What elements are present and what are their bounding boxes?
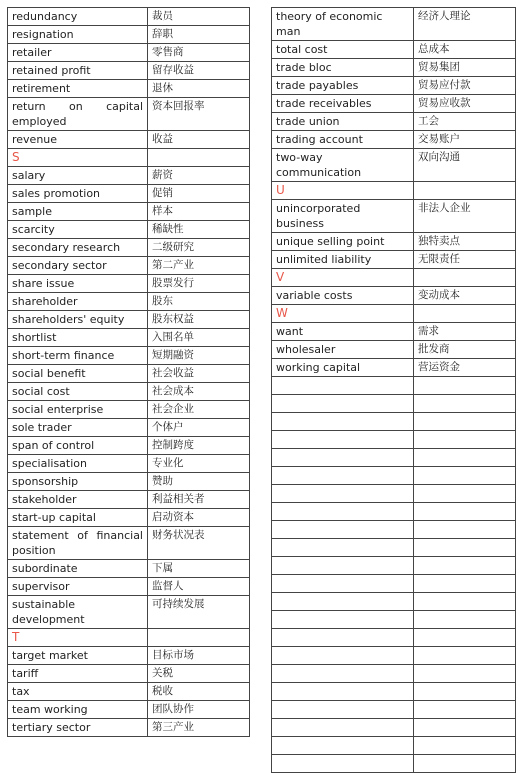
empty-cell — [414, 701, 516, 719]
section-letter: W — [272, 305, 414, 323]
glossary-row — [272, 233, 516, 251]
glossary-row — [272, 149, 516, 182]
empty-cell — [272, 467, 414, 485]
glossary-term: trade payables — [272, 77, 414, 95]
glossary-row — [8, 239, 250, 257]
glossary-translation: 变动成本 — [414, 287, 516, 305]
glossary-row — [8, 44, 250, 62]
glossary-term: secondary sector — [8, 257, 148, 275]
glossary-term: sole trader — [8, 419, 148, 437]
glossary-row — [8, 131, 250, 149]
glossary-translation: 贸易集团 — [414, 59, 516, 77]
empty-row — [272, 701, 516, 719]
section-letter-blank — [148, 629, 250, 647]
empty-cell — [272, 413, 414, 431]
glossary-translation: 税收 — [148, 683, 250, 701]
empty-row — [272, 665, 516, 683]
empty-cell — [414, 575, 516, 593]
glossary-translation: 工会 — [414, 113, 516, 131]
glossary-row — [8, 683, 250, 701]
glossary-row — [272, 287, 516, 305]
empty-row — [272, 449, 516, 467]
empty-cell — [414, 413, 516, 431]
glossary-term: secondary research — [8, 239, 148, 257]
glossary-translation: 社会收益 — [148, 365, 250, 383]
section-letter: U — [272, 182, 414, 200]
glossary-row — [8, 401, 250, 419]
glossary-term: stakeholder — [8, 491, 148, 509]
empty-cell — [414, 467, 516, 485]
empty-row — [272, 557, 516, 575]
glossary-term: salary — [8, 167, 148, 185]
empty-row — [272, 719, 516, 737]
glossary-row — [272, 113, 516, 131]
glossary-term: total cost — [272, 41, 414, 59]
glossary-row — [8, 347, 250, 365]
glossary-term: retailer — [8, 44, 148, 62]
glossary-row — [8, 455, 250, 473]
glossary-translation: 资本回报率 — [148, 98, 250, 131]
glossary-row — [272, 359, 516, 377]
glossary-translation: 赞助 — [148, 473, 250, 491]
empty-row — [272, 683, 516, 701]
glossary-translation: 专业化 — [148, 455, 250, 473]
glossary-row — [8, 560, 250, 578]
glossary-translation: 下属 — [148, 560, 250, 578]
glossary-translation: 无限责任 — [414, 251, 516, 269]
glossary-translation: 交易账户 — [414, 131, 516, 149]
glossary-row — [8, 311, 250, 329]
glossary-translation: 零售商 — [148, 44, 250, 62]
empty-row — [272, 629, 516, 647]
glossary-term: return on capital employed — [8, 98, 148, 131]
empty-cell — [414, 521, 516, 539]
glossary-term: unique selling point — [272, 233, 414, 251]
glossary-term: variable costs — [272, 287, 414, 305]
glossary-row — [8, 647, 250, 665]
glossary-translation: 关税 — [148, 665, 250, 683]
glossary-row — [8, 509, 250, 527]
glossary-translation: 可持续发展 — [148, 596, 250, 629]
glossary-translation: 留存收益 — [148, 62, 250, 80]
glossary-translation: 目标市场 — [148, 647, 250, 665]
glossary-translation: 退休 — [148, 80, 250, 98]
empty-cell — [414, 629, 516, 647]
glossary-term: resignation — [8, 26, 148, 44]
empty-cell — [272, 683, 414, 701]
glossary-row — [8, 167, 250, 185]
glossary-translation: 团队协作 — [148, 701, 250, 719]
glossary-translation: 需求 — [414, 323, 516, 341]
empty-cell — [272, 737, 414, 755]
glossary-translation: 第三产业 — [148, 719, 250, 737]
glossary-translation: 裁员 — [148, 8, 250, 26]
glossary-row — [8, 62, 250, 80]
empty-cell — [414, 647, 516, 665]
empty-cell — [414, 449, 516, 467]
glossary-row — [8, 596, 250, 629]
empty-cell — [414, 665, 516, 683]
empty-row — [272, 575, 516, 593]
empty-cell — [414, 485, 516, 503]
glossary-term: social enterprise — [8, 401, 148, 419]
glossary-row — [8, 701, 250, 719]
empty-row — [272, 611, 516, 629]
glossary-translation: 非法人企业 — [414, 200, 516, 233]
glossary-term: start-up capital — [8, 509, 148, 527]
empty-row — [272, 467, 516, 485]
empty-cell — [414, 737, 516, 755]
glossary-translation: 经济人理论 — [414, 8, 516, 41]
empty-cell — [272, 503, 414, 521]
empty-cell — [272, 395, 414, 413]
glossary-translation: 贸易应付款 — [414, 77, 516, 95]
glossary-term: trade union — [272, 113, 414, 131]
glossary-row — [8, 8, 250, 26]
empty-cell — [414, 503, 516, 521]
empty-cell — [272, 755, 414, 773]
empty-row — [272, 395, 516, 413]
empty-cell — [414, 755, 516, 773]
glossary-body-left — [8, 8, 250, 737]
section-letter-row — [272, 269, 516, 287]
glossary-translation: 社会企业 — [148, 401, 250, 419]
glossary-body-right — [272, 8, 516, 773]
glossary-term: shareholder — [8, 293, 148, 311]
glossary-row — [272, 59, 516, 77]
glossary-translation: 财务状况表 — [148, 527, 250, 560]
glossary-translation: 总成本 — [414, 41, 516, 59]
glossary-translation: 启动资本 — [148, 509, 250, 527]
empty-row — [272, 647, 516, 665]
glossary-translation: 收益 — [148, 131, 250, 149]
empty-cell — [414, 377, 516, 395]
glossary-term: scarcity — [8, 221, 148, 239]
glossary-term: statement of financial position — [8, 527, 148, 560]
glossary-row — [272, 341, 516, 359]
empty-cell — [272, 521, 414, 539]
empty-row — [272, 413, 516, 431]
glossary-term: revenue — [8, 131, 148, 149]
glossary-term: theory of economic man — [272, 8, 414, 41]
glossary-term: redundancy — [8, 8, 148, 26]
glossary-term: trading account — [272, 131, 414, 149]
glossary-term: wholesaler — [272, 341, 414, 359]
glossary-row — [8, 257, 250, 275]
glossary-row — [8, 221, 250, 239]
glossary-term: working capital — [272, 359, 414, 377]
empty-cell — [272, 539, 414, 557]
glossary-term: unincorporated business — [272, 200, 414, 233]
empty-row — [272, 503, 516, 521]
glossary-translation: 贸易应收款 — [414, 95, 516, 113]
glossary-term: share issue — [8, 275, 148, 293]
empty-cell — [272, 593, 414, 611]
glossary-row — [272, 200, 516, 233]
empty-cell — [272, 701, 414, 719]
glossary-term: two-way communication — [272, 149, 414, 182]
glossary-term: trade receivables — [272, 95, 414, 113]
empty-cell — [414, 593, 516, 611]
glossary-table-left — [7, 7, 250, 737]
glossary-term: team working — [8, 701, 148, 719]
empty-cell — [272, 377, 414, 395]
empty-row — [272, 755, 516, 773]
glossary-row — [8, 437, 250, 455]
glossary-row — [8, 203, 250, 221]
glossary-row — [8, 473, 250, 491]
empty-cell — [414, 719, 516, 737]
empty-row — [272, 593, 516, 611]
empty-cell — [272, 629, 414, 647]
glossary-translation: 股东 — [148, 293, 250, 311]
glossary-row — [272, 131, 516, 149]
empty-cell — [272, 431, 414, 449]
glossary-row — [272, 77, 516, 95]
glossary-term: social cost — [8, 383, 148, 401]
glossary-translation: 批发商 — [414, 341, 516, 359]
glossary-translation: 个体户 — [148, 419, 250, 437]
glossary-term: unlimited liability — [272, 251, 414, 269]
glossary-term: social benefit — [8, 365, 148, 383]
empty-cell — [414, 557, 516, 575]
glossary-term: sustainable development — [8, 596, 148, 629]
empty-row — [272, 521, 516, 539]
glossary-translation: 监督人 — [148, 578, 250, 596]
glossary-translation: 利益相关者 — [148, 491, 250, 509]
glossary-row — [8, 329, 250, 347]
glossary-row — [8, 98, 250, 131]
glossary-term: retirement — [8, 80, 148, 98]
glossary-term: shortlist — [8, 329, 148, 347]
glossary-row — [8, 491, 250, 509]
glossary-row — [8, 578, 250, 596]
glossary-term: trade bloc — [272, 59, 414, 77]
glossary-translation: 促销 — [148, 185, 250, 203]
glossary-translation: 二级研究 — [148, 239, 250, 257]
empty-cell — [272, 485, 414, 503]
glossary-row — [8, 80, 250, 98]
section-letter-row — [272, 305, 516, 323]
glossary-row — [272, 251, 516, 269]
section-letter: T — [8, 629, 148, 647]
section-letter: V — [272, 269, 414, 287]
glossary-translation: 控制跨度 — [148, 437, 250, 455]
glossary-translation: 独特卖点 — [414, 233, 516, 251]
glossary-row — [8, 527, 250, 560]
glossary-row — [8, 293, 250, 311]
section-letter-blank — [148, 149, 250, 167]
empty-row — [272, 539, 516, 557]
empty-cell — [272, 719, 414, 737]
glossary-translation: 薪资 — [148, 167, 250, 185]
glossary-term: short-term finance — [8, 347, 148, 365]
section-letter-blank — [414, 305, 516, 323]
glossary-row — [8, 365, 250, 383]
empty-row — [272, 485, 516, 503]
section-letter-blank — [414, 269, 516, 287]
glossary-row — [8, 26, 250, 44]
empty-cell — [272, 449, 414, 467]
glossary-term: tertiary sector — [8, 719, 148, 737]
glossary-translation: 双向沟通 — [414, 149, 516, 182]
glossary-term: retained profit — [8, 62, 148, 80]
glossary-table-right — [271, 7, 516, 773]
glossary-translation: 辞职 — [148, 26, 250, 44]
glossary-translation: 稀缺性 — [148, 221, 250, 239]
glossary-row — [272, 95, 516, 113]
glossary-term: subordinate — [8, 560, 148, 578]
section-letter-row — [8, 149, 250, 167]
glossary-translation: 社会成本 — [148, 383, 250, 401]
glossary-term: sample — [8, 203, 148, 221]
glossary-term: sales promotion — [8, 185, 148, 203]
glossary-translation: 营运资金 — [414, 359, 516, 377]
empty-cell — [414, 683, 516, 701]
section-letter-row — [8, 629, 250, 647]
glossary-row — [272, 323, 516, 341]
empty-cell — [414, 431, 516, 449]
empty-row — [272, 737, 516, 755]
section-letter-row — [272, 182, 516, 200]
glossary-translation: 股票发行 — [148, 275, 250, 293]
glossary-term: span of control — [8, 437, 148, 455]
glossary-row — [272, 41, 516, 59]
empty-cell — [272, 611, 414, 629]
glossary-row — [8, 665, 250, 683]
glossary-row — [8, 719, 250, 737]
glossary-term: tariff — [8, 665, 148, 683]
empty-row — [272, 431, 516, 449]
empty-cell — [272, 665, 414, 683]
glossary-translation: 入围名单 — [148, 329, 250, 347]
empty-cell — [414, 395, 516, 413]
empty-row — [272, 377, 516, 395]
empty-cell — [272, 647, 414, 665]
empty-cell — [414, 611, 516, 629]
glossary-term: want — [272, 323, 414, 341]
glossary-row — [272, 8, 516, 41]
glossary-translation: 短期融资 — [148, 347, 250, 365]
glossary-term: supervisor — [8, 578, 148, 596]
glossary-term: target market — [8, 647, 148, 665]
empty-cell — [272, 575, 414, 593]
glossary-row — [8, 383, 250, 401]
glossary-row — [8, 419, 250, 437]
glossary-translation: 第二产业 — [148, 257, 250, 275]
glossary-translation: 股东权益 — [148, 311, 250, 329]
glossary-term: tax — [8, 683, 148, 701]
glossary-row — [8, 185, 250, 203]
glossary-term: shareholders' equity — [8, 311, 148, 329]
empty-cell — [414, 539, 516, 557]
glossary-term: specialisation — [8, 455, 148, 473]
glossary-term: sponsorship — [8, 473, 148, 491]
glossary-row — [8, 275, 250, 293]
glossary-translation: 样本 — [148, 203, 250, 221]
empty-cell — [272, 557, 414, 575]
section-letter-blank — [414, 182, 516, 200]
section-letter: S — [8, 149, 148, 167]
